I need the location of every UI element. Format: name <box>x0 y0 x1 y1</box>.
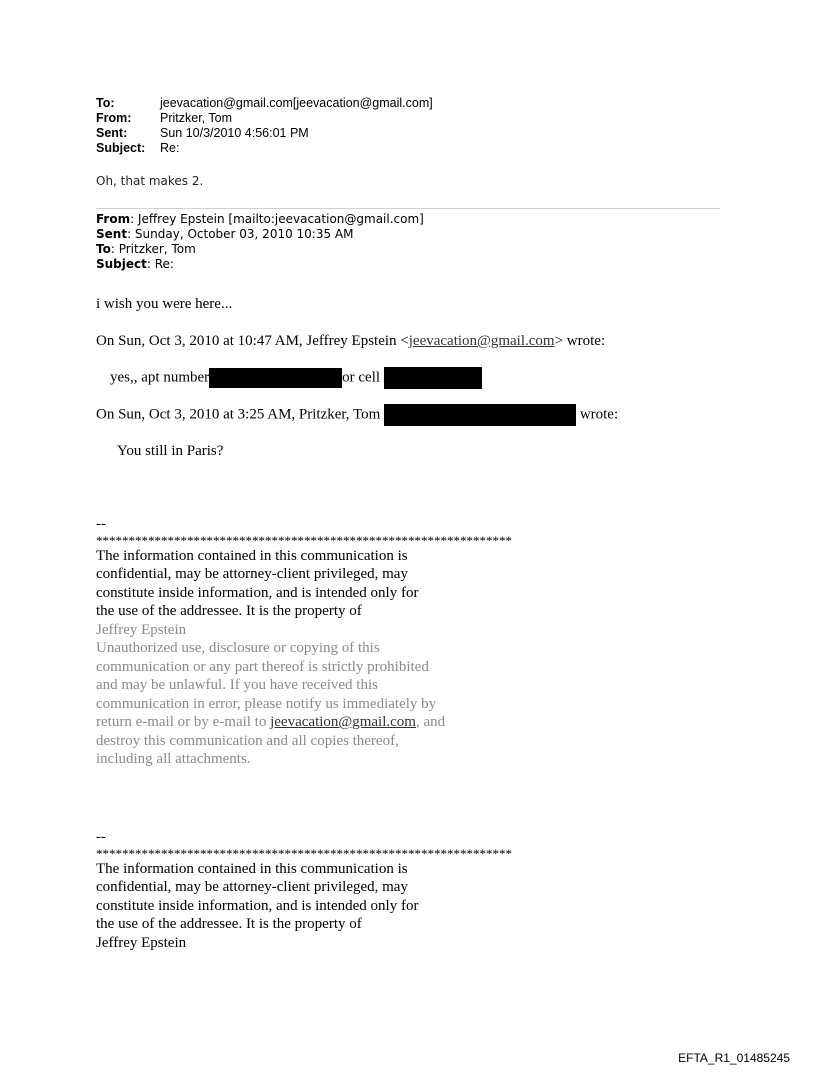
disclaimer-1-grey-2: Unauthorized use, disclosure or copying of this <box>96 640 380 656</box>
disclaimer-1-line-4: the use of the addressee. It is the property of <box>96 603 362 619</box>
redaction-email <box>384 404 576 426</box>
message-2-prefix: yes,, apt number <box>110 369 210 386</box>
disclaimer-1-email-link[interactable]: jeevacation@gmail.com <box>270 714 416 730</box>
from-label: From: <box>96 111 132 125</box>
subject-label: Subject: <box>96 141 146 155</box>
divider <box>96 208 720 209</box>
quote-2-prefix: On Sun, Oct 3, 2010 at 3:25 AM, Pritzker, Tom <box>96 406 381 423</box>
disclaimer-2 <box>96 828 512 952</box>
reply-body: Oh, that makes 2. <box>96 174 204 188</box>
message-1: i wish you were here... <box>96 296 233 312</box>
fwd-to-label: To <box>96 242 111 256</box>
disclaimer-1-grey-1: Jeffrey Epstein <box>96 621 187 638</box>
header-subject-row <box>96 141 433 156</box>
disclaimer-1-grey-4: and may be unlawful. If you have received this <box>96 677 378 693</box>
quote-1-email-link[interactable]: jeevacation@gmail.com <box>408 333 555 349</box>
header-to-row <box>96 96 433 111</box>
fwd-from-row <box>96 212 424 227</box>
sent-label: Sent: <box>96 126 128 140</box>
disclaimer-1-line-1: The information contained in this communication is <box>96 547 408 564</box>
sent-value: Sun 10/3/2010 4:56:01 PM <box>160 126 309 140</box>
fwd-to-row <box>96 242 424 257</box>
redaction-apt-number <box>209 368 342 388</box>
disclaimer-1 <box>96 515 512 769</box>
disclaimer-2-line-2: confidential, may be attorney-client privileged, may <box>96 879 408 895</box>
disclaimer-2-line-1: The information contained in this communication is <box>96 860 408 877</box>
message-2 <box>110 367 482 389</box>
disclaimer-2-dashes: -- <box>96 829 106 845</box>
fwd-subject-value: : Re: <box>146 257 174 271</box>
disclaimer-1-grey-6 <box>96 713 512 732</box>
subject-value: Re: <box>160 141 180 155</box>
disclaimer-1-grey-6-prefix: return e-mail or by e-mail to <box>96 714 271 730</box>
quote-1-header <box>96 332 605 350</box>
disclaimer-2-line-5: Jeffrey Epstein <box>96 934 187 951</box>
quote-1-suffix: > wrote: <box>554 333 606 349</box>
disclaimer-1-grey-3: communication or any part thereof is strictly prohibited <box>96 658 429 675</box>
disclaimer-1-dashes: -- <box>96 516 106 532</box>
disclaimer-1-line-2: confidential, may be attorney-client privileged, may <box>96 566 408 582</box>
fwd-from-value: : Jeffrey Epstein [mailto:jeevacation@gmail.com] <box>130 212 424 226</box>
quote-2-header <box>96 404 618 426</box>
to-value: jeevacation@gmail.com[jeevacation@gmail.com] <box>160 96 433 110</box>
header-sent-row <box>96 126 433 141</box>
redaction-cell <box>384 367 482 389</box>
disclaimer-1-grey-8: including all attachments. <box>96 751 251 767</box>
disclaimer-2-line-4: the use of the addressee. It is the property of <box>96 916 362 932</box>
disclaimer-1-stars: **************************************************************** <box>96 532 512 548</box>
disclaimer-1-grey-6-suffix: , and <box>415 714 446 730</box>
fwd-from-label: From <box>96 212 131 226</box>
disclaimer-1-grey-7: destroy this communication and all copies thereof, <box>96 732 399 749</box>
fwd-subject-row <box>96 257 424 272</box>
disclaimer-2-stars: **************************************************************** <box>96 845 512 861</box>
header-from-row <box>96 111 433 126</box>
message-3: You still in Paris? <box>117 443 224 459</box>
email-header <box>96 96 433 156</box>
disclaimer-1-grey-5: communication in error, please notify us immediately by <box>96 695 437 712</box>
to-label: To: <box>96 96 115 110</box>
fwd-sent-label: Sent <box>96 227 128 241</box>
document-id: EFTA_R1_01485245 <box>678 1051 790 1065</box>
forwarded-header <box>96 212 424 272</box>
fwd-sent-value: : Sunday, October 03, 2010 10:35 AM <box>127 227 354 241</box>
quote-2-suffix: wrote: <box>579 406 619 423</box>
fwd-to-value: : Pritzker, Tom <box>110 242 196 256</box>
message-2-middle: or cell <box>342 369 381 386</box>
fwd-subject-label: Subject <box>96 257 147 271</box>
disclaimer-1-line-3: constitute inside information, and is intended only for <box>96 584 419 601</box>
fwd-sent-row <box>96 227 424 242</box>
disclaimer-2-line-3: constitute inside information, and is intended only for <box>96 897 419 914</box>
quote-1-prefix: On Sun, Oct 3, 2010 at 10:47 AM, Jeffrey Epstein < <box>96 333 409 349</box>
from-value: Pritzker, Tom <box>160 111 233 125</box>
